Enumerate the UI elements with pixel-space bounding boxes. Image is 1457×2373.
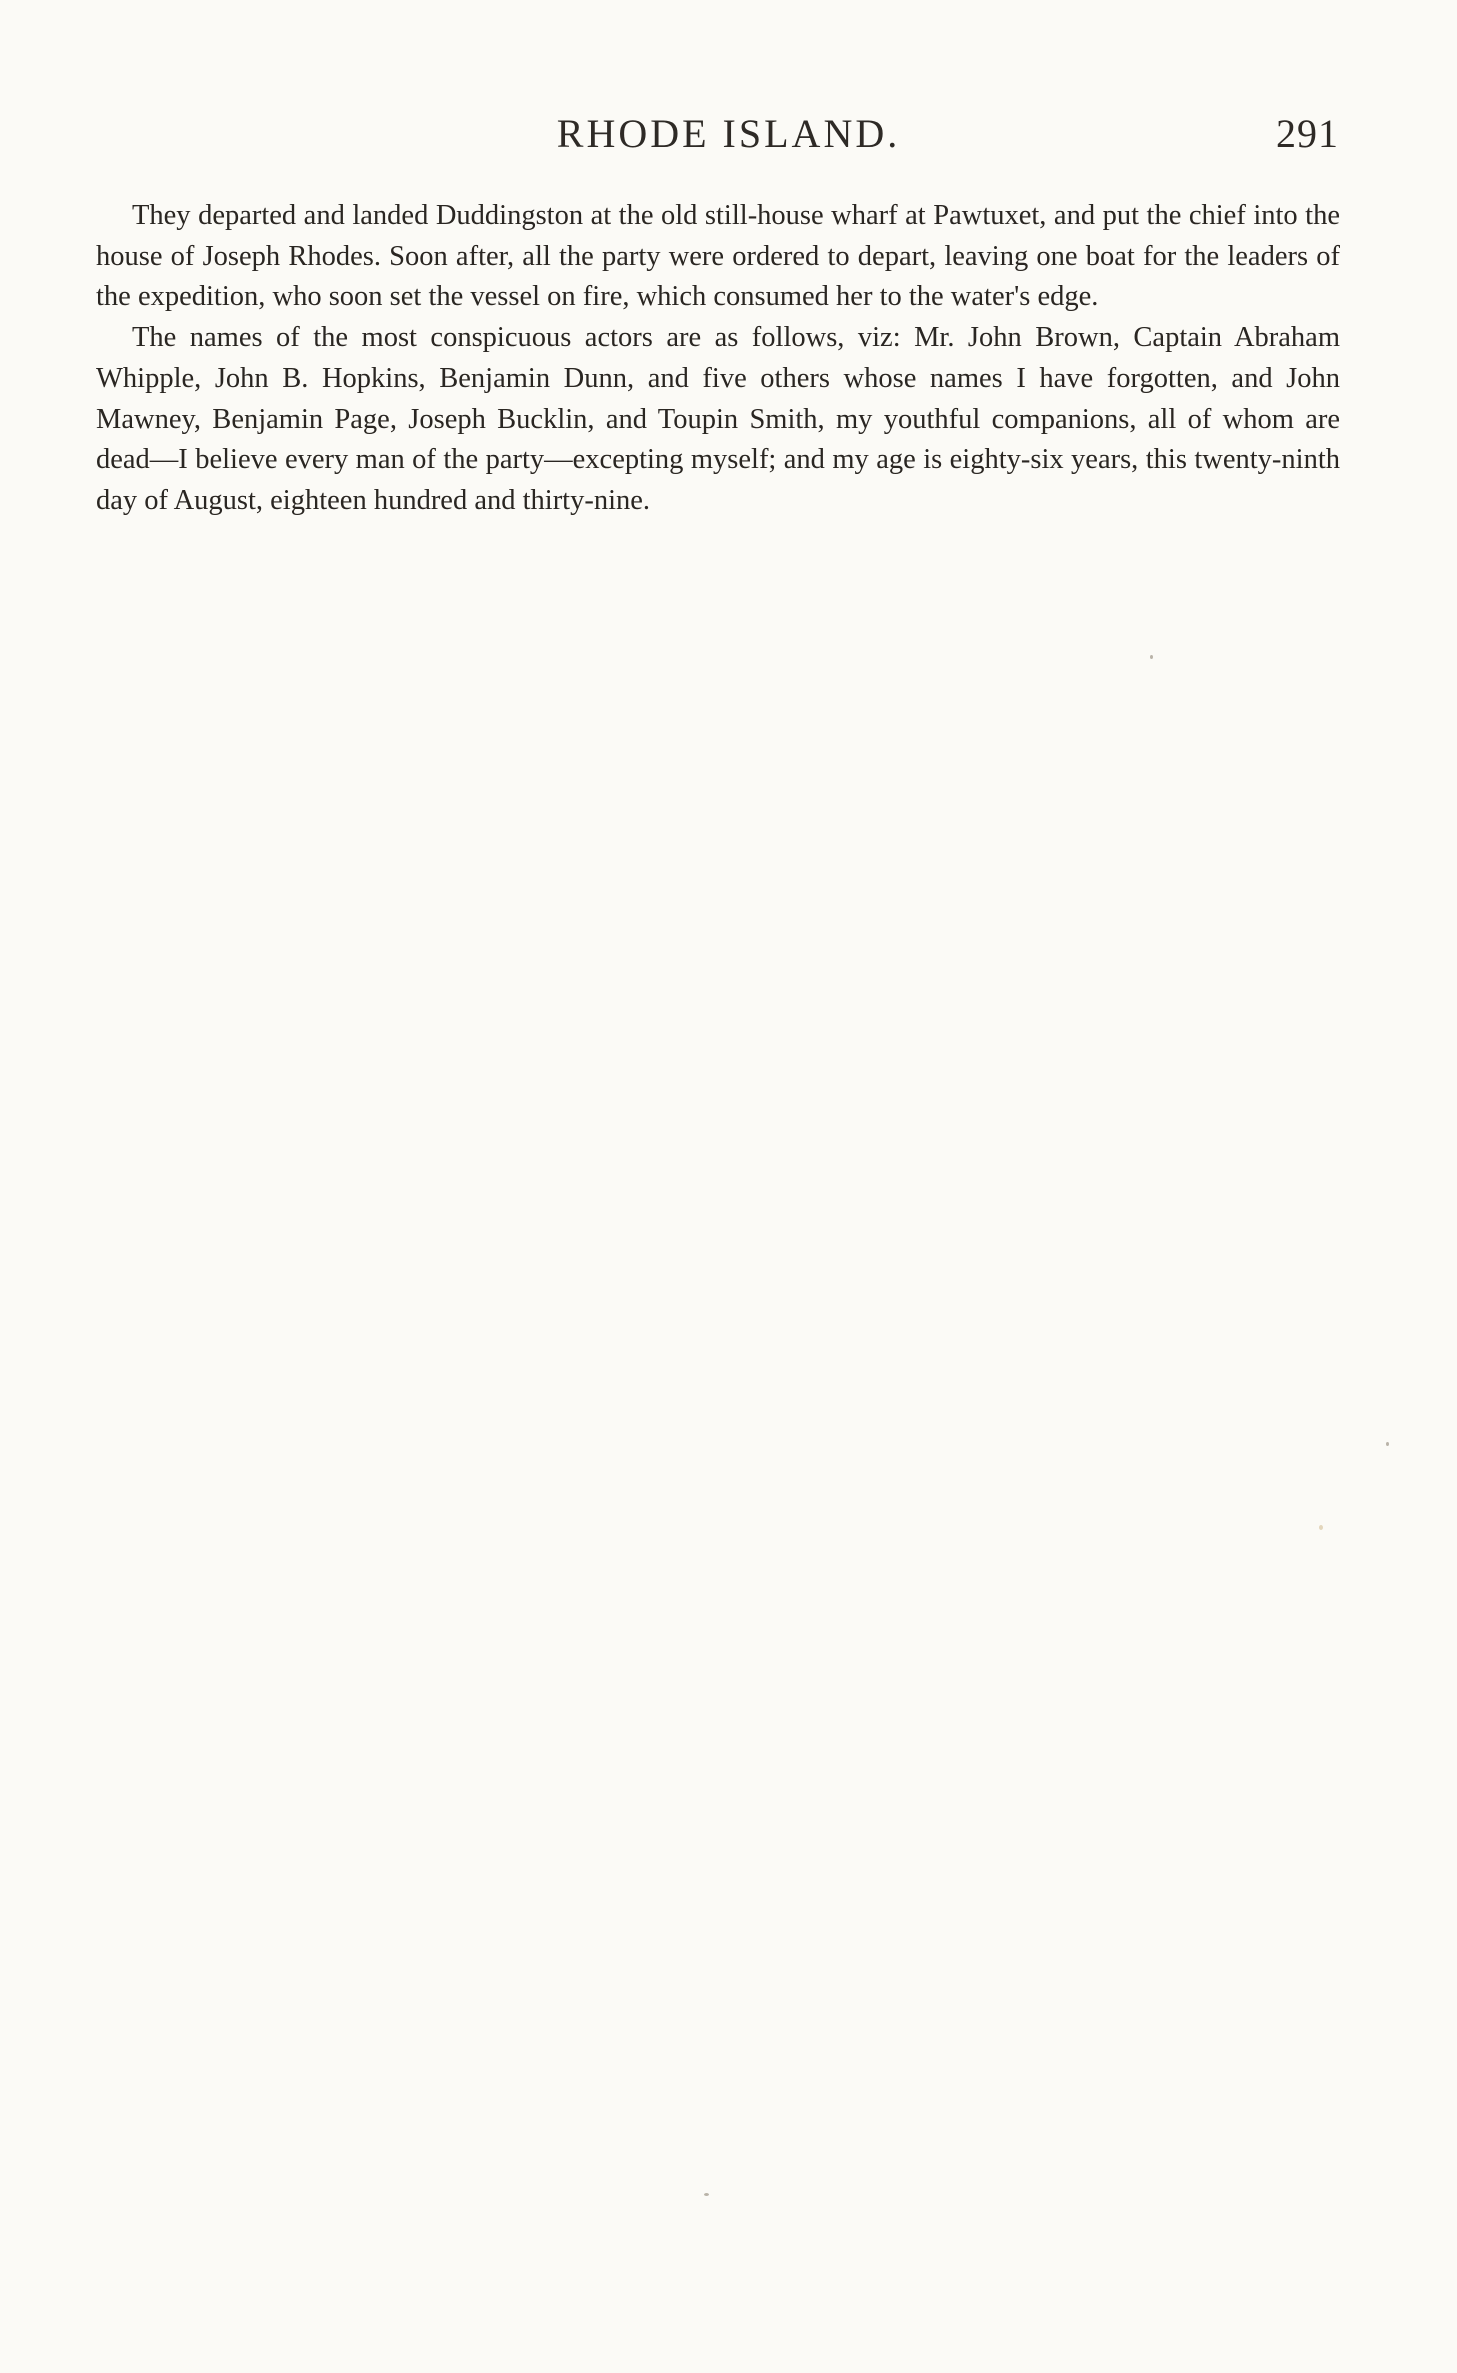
paper-speck: [704, 2193, 709, 2196]
paragraph-1: They departed and landed Duddingston at the old still-house wharf at Pawtuxet, and put the chief into the house of Joseph Rhodes. Soon after, all the party were ordered to depart, leaving one boat for the leaders of the expedition, who soon set the vessel on fire, which consumed her to the water's edge.: [96, 200, 1340, 313]
page-number: 291: [1276, 111, 1339, 156]
paper-speck: [1386, 1442, 1389, 1446]
running-head: [0, 110, 1457, 160]
paper-speck: [1319, 1525, 1323, 1530]
paragraph-2: The names of the most conspicuous actors are as follows, viz: Mr. John Brown, Captain Abraham Whipple, John B. Hopkins, Benjamin Dunn, and five others whose names I have forgotten, and John Mawney, Benjamin Page, Joseph Bucklin, and Toupin Smith, my youthful companions, all of whom are dead—I believe every man of the party—excepting myself; and my age is eighty-six years, this twenty-ninth day of August, eighteen hundred and thirty-nine.: [96, 322, 1340, 516]
running-title: RHODE ISLAND.: [556, 111, 901, 156]
body-text: [96, 196, 1340, 522]
paper-speck: [1150, 655, 1153, 659]
